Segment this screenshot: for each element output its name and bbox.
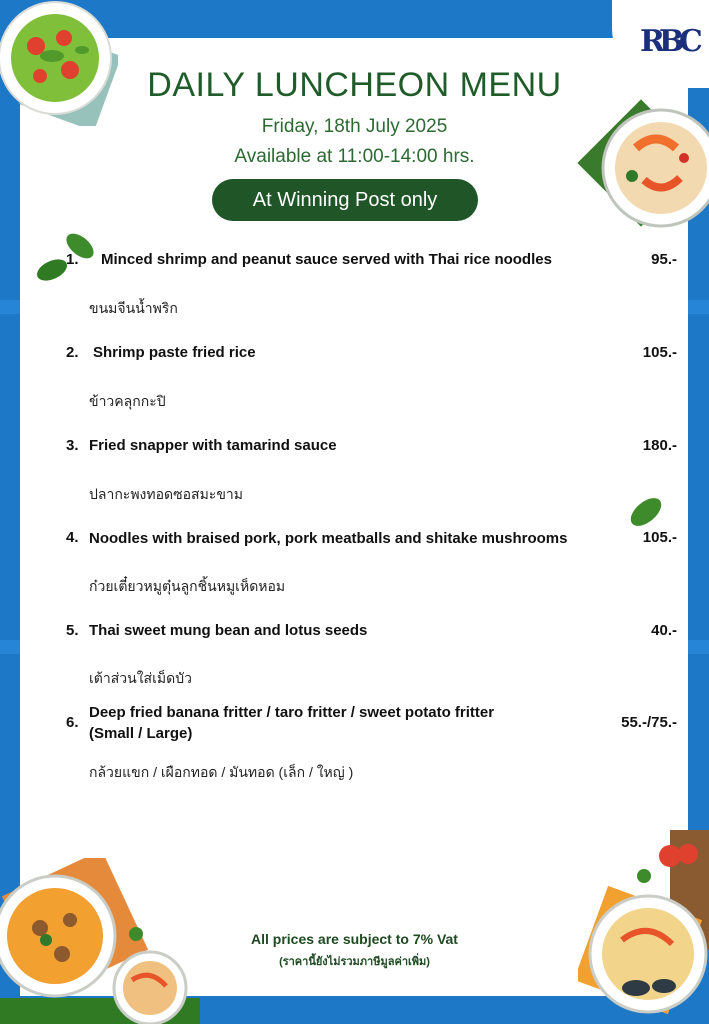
page-title: DAILY LUNCHEON MENU bbox=[147, 66, 562, 104]
item-name: Minced shrimp and peanut sauce served with Thai rice noodles bbox=[101, 251, 552, 268]
item-name: Fried snapper with tamarind sauce bbox=[89, 437, 337, 454]
item-thai-name: ก๋วยเตี๋ยวหมูตุ๋นลูกชิ้นหมูเห็ดหอม bbox=[89, 578, 286, 594]
service-hours: Available at 11:00-14:00 hrs. bbox=[234, 146, 475, 167]
item-name: Shrimp paste fried rice bbox=[93, 344, 256, 361]
item-number: 5. bbox=[66, 622, 79, 639]
item-number: 2. bbox=[66, 344, 79, 361]
menu-date: Friday, 18th July 2025 bbox=[261, 116, 448, 137]
item-price: 40.- bbox=[651, 622, 677, 639]
item-thai-name: ข้าวคลุกกะปิ bbox=[89, 393, 166, 409]
item-thai-name: ปลากะพงทอดซอสมะขาม bbox=[89, 486, 243, 502]
leaf-icon bbox=[626, 494, 666, 530]
item-number: 6. bbox=[66, 714, 79, 731]
item-price: 105.- bbox=[642, 344, 677, 361]
location-badge: At Winning Post only bbox=[212, 179, 478, 221]
item-name: Deep fried banana fritter / taro fritter / sweet potato fritter bbox=[89, 704, 495, 721]
item-price: 105.- bbox=[642, 529, 677, 546]
item-name-size: (Small / Large) bbox=[89, 725, 193, 742]
vat-note-thai: (ราคานี้ยังไม่รวมภาษีมูลค่าเพิ่ม) bbox=[279, 956, 430, 968]
item-name: Thai sweet mung bean and lotus seeds bbox=[89, 622, 368, 639]
item-number: 1. bbox=[66, 251, 79, 268]
item-price: 180.- bbox=[642, 437, 677, 454]
item-thai-name: ขนมจีนน้ำพริก bbox=[89, 300, 178, 316]
item-price: 95.- bbox=[651, 251, 677, 268]
item-number: 4. bbox=[66, 529, 79, 546]
vat-note: All prices are subject to 7% Vat bbox=[251, 931, 458, 947]
item-number: 3. bbox=[66, 437, 79, 454]
item-thai-name: กล้วยแขก / เผือกทอด / มันทอด (เล็ก / ใหญ่ ) bbox=[89, 764, 354, 780]
salad-bowl-illustration bbox=[0, 0, 118, 126]
shrimp-dish-illustration bbox=[566, 88, 709, 256]
item-price: 55.-/75.- bbox=[621, 714, 677, 731]
club-logo: RBC bbox=[640, 24, 697, 59]
seafood-pasta-illustration bbox=[578, 830, 709, 1024]
item-thai-name: เต้าส่วนใส่เม็ดบัว bbox=[89, 670, 192, 686]
item-name: Noodles with braised pork, pork meatballs and shitake mushrooms bbox=[89, 530, 568, 547]
